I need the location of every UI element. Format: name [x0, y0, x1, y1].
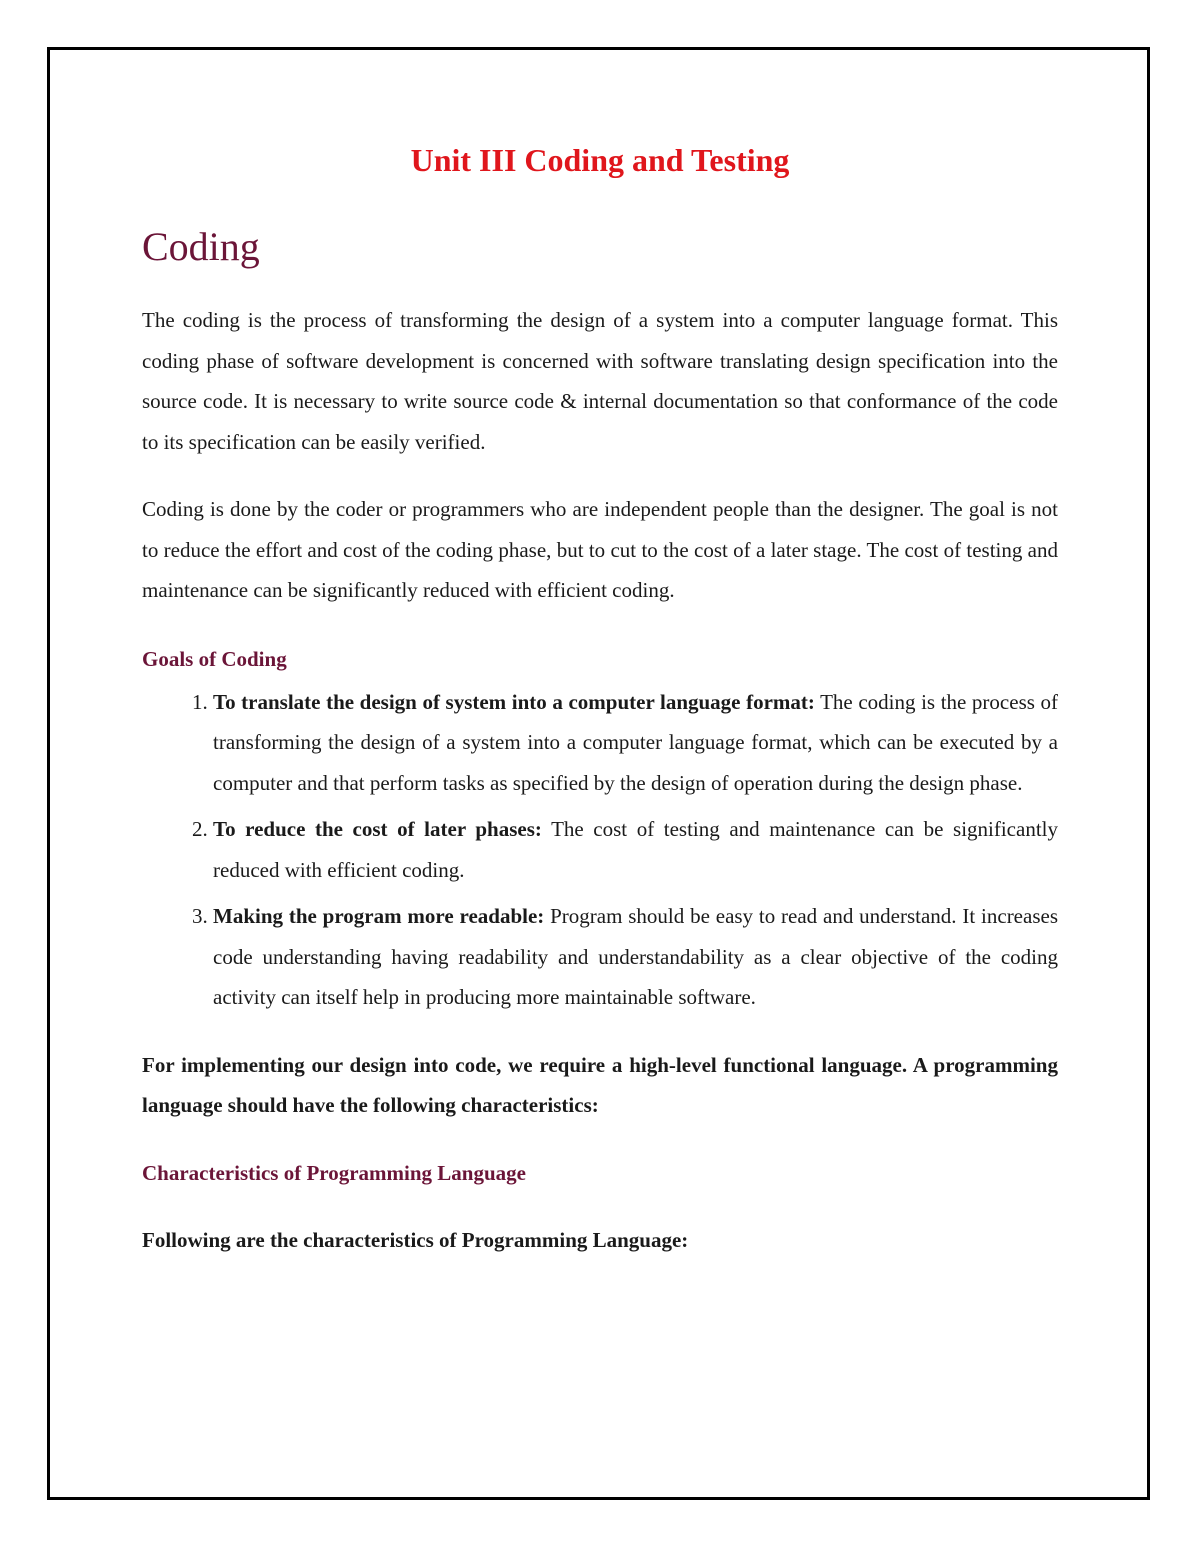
goal-title: Making the program more readable: — [213, 904, 545, 928]
document-content — [142, 130, 1058, 1260]
paragraph-coding-goal: Coding is done by the coder or programmers who are independent people than the designer. The goal is not to reduce the effort and cost of the coding phase, but to cut to the cost of a later stage. The cost of testing and maintenance can be significantly reduced with efficient coding. — [142, 497, 1058, 602]
goals-heading: Goals of Coding — [142, 646, 287, 671]
list-item — [213, 896, 1058, 1018]
goal-text: The coding is the process of transforming the design of a system into a computer language format, which can be executed by a computer and that perform tasks as specified by the design of operation during the design phase. — [213, 689, 1059, 795]
goal-title: To translate the design of system into a computer language format: — [213, 689, 815, 714]
unit-title: Unit III Coding and Testing — [410, 142, 790, 178]
paragraph-implementing: For implementing our design into code, we require a high-level functional language. A programming language should have the following characteristics: — [142, 1052, 1058, 1117]
section-heading-coding: Coding — [142, 224, 260, 269]
list-item — [213, 682, 1058, 804]
goal-text: The cost of testing and maintenance can be significantly reduced with efficient coding. — [213, 817, 1058, 882]
goal-title: To reduce the cost of later phases: — [213, 817, 542, 841]
paragraph-following: Following are the characteristics of Programming Language: — [142, 1227, 689, 1252]
paragraph-coding-definition: The coding is the process of transforming the design of a system into a computer language format. This coding phase of software development is concerned with software translating design specification into the source code. It is necessary to write source code & internal documentation so that conformance of the code to its specification can be easily verified. — [142, 308, 1058, 454]
characteristics-heading: Characteristics of Programming Language — [142, 1160, 526, 1185]
goals-list — [142, 682, 1058, 1018]
list-item — [213, 809, 1058, 890]
goal-text: Program should be easy to read and understand. It increases code understanding having readability and understandability as a clear objective of the coding activity can itself help in producing more maintainable software. — [213, 904, 1058, 1009]
